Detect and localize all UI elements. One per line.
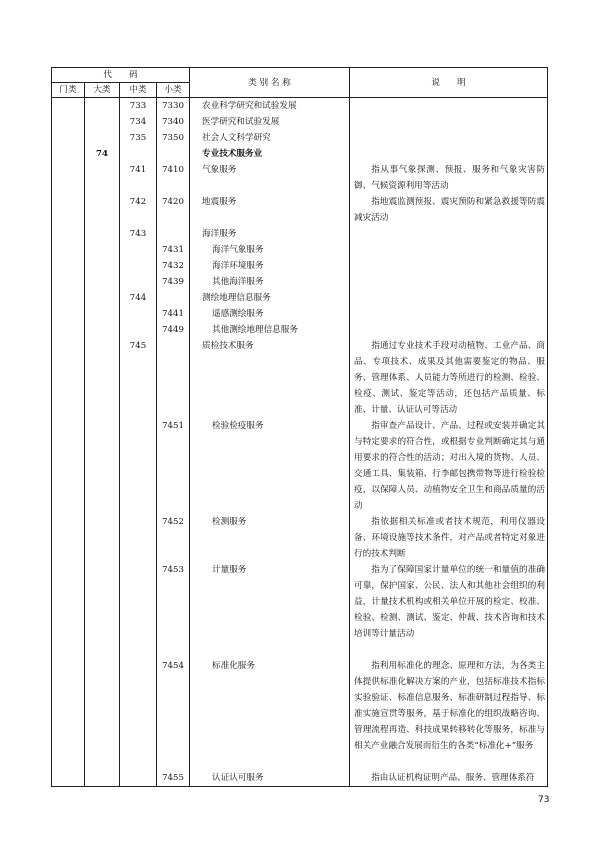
cell-xiao: 7453 [157,562,190,658]
cell-category-name: 检测服务 [190,514,350,562]
cell-men [52,162,85,194]
cell-da [85,98,120,115]
cell-zhong [120,242,157,258]
cell-zhong: 745 [120,338,157,418]
table-row [52,226,548,242]
cell-category-name: 检验检疫服务 [190,418,350,514]
table-row [52,242,548,258]
cell-zhong: 734 [120,114,157,130]
table-row [52,162,548,194]
cell-zhong: 742 [120,194,157,226]
cell-men [52,322,85,338]
table-body [52,98,548,787]
cell-da [85,338,120,418]
cell-da [85,770,120,787]
header-xiao: 小类 [157,83,190,98]
cell-description [350,290,548,306]
cell-zhong: 741 [120,162,157,194]
cell-xiao: 7330 [157,98,190,115]
cell-da [85,306,120,322]
cell-description: 指利用标准化的理念、原理和方法，为各类主体提供标准化解决方案的产业，包括标准技术指标实验验证、标准信息服务、标准研制过程指导、标准实施宣贯等服务，基于标准化的组织战略咨询、管理流程再造、科技成果转移转化等服务，标准与相关产业融合发展而衍生的各类“标准化+”服务 [350,658,548,770]
cell-da [85,258,120,274]
cell-da [85,162,120,194]
cell-xiao: 7454 [157,658,190,770]
table-row [52,194,548,226]
cell-zhong [120,322,157,338]
cell-description [350,242,548,258]
cell-zhong: 744 [120,290,157,306]
cell-men [52,658,85,770]
cell-xiao [157,146,190,162]
cell-men [52,98,85,115]
cell-description [350,306,548,322]
cell-da [85,226,120,242]
table-row [52,114,548,130]
cell-xiao: 7452 [157,514,190,562]
cell-category-name: 测绘地理信息服务 [190,290,350,306]
cell-men [52,514,85,562]
cell-category-name: 海洋服务 [190,226,350,242]
table-row [52,274,548,290]
cell-description: 指为了保障国家计量单位的统一和量值的准确可靠，保护国家、公民、法人和其他社会组织的利益，计量技术机构或相关单位开展的检定、校准、检验、检测、测试、鉴定、仲裁、技术咨询和技术培训等计量活动 [350,562,548,658]
cell-category-name: 其他测绘地理信息服务 [190,322,350,338]
cell-da [85,114,120,130]
cell-da [85,194,120,226]
cell-zhong [120,258,157,274]
cell-men [52,194,85,226]
cell-description [350,146,548,162]
cell-category-name: 社会人文科学研究 [190,130,350,146]
cell-description: 指由认证机构证明产品、服务、管理体系符 [350,770,548,787]
cell-description: 指通过专业技术手段对动植物、工业产品、商品、专项技术、成果及其他需要鉴定的物品、服务、管理体系、人员能力等所进行的检测、检验、检疫、测试、鉴定等活动，还包括产品质量、标准、计量、认证认可等活动 [350,338,548,418]
table-row [52,290,548,306]
cell-men [52,770,85,787]
cell-da [85,658,120,770]
cell-description [350,114,548,130]
cell-category-name: 医学研究和试验发展 [190,114,350,130]
cell-description [350,322,548,338]
cell-xiao [157,290,190,306]
cell-da [85,418,120,514]
cell-zhong [120,418,157,514]
cell-zhong [120,146,157,162]
table-row [52,770,548,787]
cell-description [350,274,548,290]
cell-description: 指依据相关标准或者技术规范，利用仪器设备、环境设施等技术条件，对产品或者特定对象进行的技术判断 [350,514,548,562]
cell-men [52,130,85,146]
cell-xiao: 7420 [157,194,190,226]
cell-category-name: 气象服务 [190,162,350,194]
table-row [52,98,548,115]
cell-da [85,130,120,146]
cell-men [52,274,85,290]
table-row [52,146,548,162]
cell-zhong: 743 [120,226,157,242]
cell-description: 指审查产品设计、产品、过程或安装并确定其与特定要求的符合性，或根据专业判断确定其与通用要求的符合性的活动；对出入境的货物、人员、交通工具、集装箱、行李邮包携带物等进行检验检疫，以保障人员、动植物安全卫生和商品质量的活动 [350,418,548,514]
cell-da [85,274,120,290]
cell-zhong [120,306,157,322]
cell-da [85,322,120,338]
cell-da [85,514,120,562]
cell-men [52,114,85,130]
cell-description [350,226,548,242]
cell-xiao: 7432 [157,258,190,274]
cell-xiao [157,338,190,418]
cell-da [85,290,120,306]
table-row [52,418,548,514]
cell-category-name: 计量服务 [190,562,350,658]
cell-category-name: 专业技术服务业 [190,146,350,162]
cell-description [350,130,548,146]
table-row [52,338,548,418]
cell-zhong [120,562,157,658]
cell-category-name: 认证认可服务 [190,770,350,787]
cell-description [350,98,548,115]
cell-category-name: 海洋气象服务 [190,242,350,258]
cell-zhong [120,274,157,290]
cell-da [85,242,120,258]
header-men: 门类 [52,83,85,98]
cell-men [52,562,85,658]
cell-xiao: 7431 [157,242,190,258]
cell-zhong: 733 [120,98,157,115]
cell-zhong [120,658,157,770]
cell-category-name: 农业科学研究和试验发展 [190,98,350,115]
header-da: 大类 [85,83,120,98]
cell-men [52,242,85,258]
table-row [52,514,548,562]
cell-description: 指地震监测预报、震灾预防和紧急救援等防震减灾活动 [350,194,548,226]
header-category-name: 类 别 名 称 [190,68,350,98]
cell-description: 指从事气象探测、预报、服务和气象灾害防御、气候资源利用等活动 [350,162,548,194]
cell-category-name: 标准化服务 [190,658,350,770]
cell-men [52,306,85,322]
cell-da [85,562,120,658]
classification-table [51,67,548,787]
cell-da: 74 [85,146,120,162]
header-code: 代 码 [52,68,190,83]
cell-xiao: 7410 [157,162,190,194]
cell-category-name: 遥感测绘服务 [190,306,350,322]
table-row [52,322,548,338]
cell-category-name: 质检技术服务 [190,338,350,418]
cell-men [52,146,85,162]
cell-zhong: 735 [120,130,157,146]
table-row [52,562,548,658]
cell-category-name: 其他海洋服务 [190,274,350,290]
cell-xiao [157,226,190,242]
cell-category-name: 地震服务 [190,194,350,226]
cell-category-name: 海洋环境服务 [190,258,350,274]
cell-xiao: 7439 [157,274,190,290]
cell-zhong [120,514,157,562]
cell-men [52,338,85,418]
cell-men [52,258,85,274]
cell-xiao: 7449 [157,322,190,338]
cell-xiao: 7441 [157,306,190,322]
cell-xiao: 7350 [157,130,190,146]
page-number: 73 [538,795,550,805]
cell-xiao: 7455 [157,770,190,787]
table-row [52,130,548,146]
header-zhong: 中类 [120,83,157,98]
cell-xiao: 7340 [157,114,190,130]
cell-description [350,258,548,274]
cell-zhong [120,770,157,787]
table-row [52,658,548,770]
cell-xiao: 7451 [157,418,190,514]
cell-men [52,226,85,242]
table-row [52,258,548,274]
header-description: 说 明 [350,68,548,98]
table-row [52,306,548,322]
cell-men [52,418,85,514]
cell-men [52,290,85,306]
